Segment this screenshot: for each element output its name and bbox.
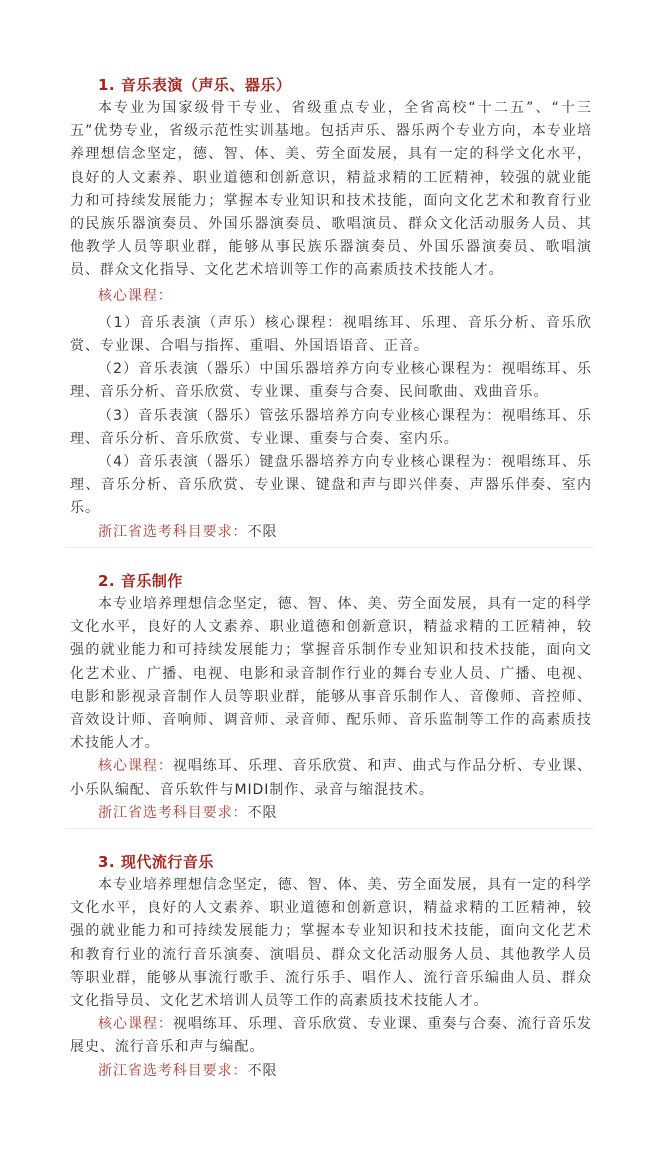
section-title: 1. 音乐表演（声乐、器乐） <box>98 76 292 94</box>
core-course-item: （1）音乐表演（声乐）核心课程：视唱练耳、乐理、音乐分析、音乐欣赏、专业课、合唱与指挥、重唱、外国语语音、正音。 <box>70 314 592 355</box>
section-intro: 本专业培养理想信念坚定，德、智、体、美、劳全面发展，具有一定的科学文化水平，良好的人文素养、职业道德和创新意识，精益求精的工匠精神，较强的就业能力和可持续发展能力；掌握本专业知识和技术技能，面向文化艺术和教育行业的流行音乐演奏、演唱员、群众文化活动服务人员、其他教学人员等职业群，能够从事流行歌手、流行乐手、唱作人、流行音乐编曲人员、群众文化指导员、文化艺术培训人员等工作的高素质技术技能人才。 <box>70 877 592 1010</box>
requirement-value: 不限 <box>247 1062 278 1079</box>
section-title: 2. 音乐制作 <box>98 572 183 590</box>
divider <box>65 547 595 548</box>
requirement-label: 浙江省选考科目要求： <box>98 523 248 540</box>
requirement-value: 不限 <box>247 804 278 821</box>
core-course-item: （2）音乐表演（器乐）中国乐器培养方向专业核心课程为：视唱练耳、乐理、音乐分析、音乐欣赏、专业课、重奏与合奏、民间歌曲、戏曲音乐。 <box>70 361 592 401</box>
section-music-production <box>70 570 592 825</box>
core-courses-label: 核心课程： <box>98 287 173 304</box>
divider <box>65 828 595 829</box>
section-title: 3. 现代流行音乐 <box>98 853 214 871</box>
subject-requirement <box>70 521 592 544</box>
core-courses-text: 视唱练耳、乐理、音乐欣赏、和声、曲式与作品分析、专业课、小乐队编配、音乐软件与MIDI制作、录音与缩混技术。 <box>70 758 592 798</box>
section-music-performance <box>70 74 592 544</box>
section-pop-music <box>70 851 592 1083</box>
requirement-label: 浙江省选考科目要求： <box>98 1062 248 1079</box>
section-intro: 本专业培养理想信念坚定，德、智、体、美、劳全面发展，具有一定的科学文化水平，良好的人文素养、职业道德和创新意识，精益求精的工匠精神，较强的就业能力和可持续发展能力；掌握音乐制作专业知识和技术技能，面向文化艺术业、广播、电视、电影和录音制作行业的舞台专业人员、广播、电视、电影和影视录音制作人员等职业群，能够从事音乐制作人、音像师、音控师、音效设计师、音响师、调音师、录音师、配乐师、音乐监制等工作的高素质技术技能人才。 <box>70 596 592 752</box>
core-courses-label: 核心课程： <box>98 758 173 775</box>
core-courses-label: 核心课程： <box>98 1016 173 1033</box>
subject-requirement <box>70 802 592 825</box>
core-courses <box>70 755 592 801</box>
core-courses-text: 视唱练耳、乐理、音乐欣赏、专业课、重奏与合奏、流行音乐发展史、流行音乐和声与编配。 <box>70 1016 592 1056</box>
subject-requirement <box>70 1060 592 1083</box>
core-course-item: （4）音乐表演（器乐）键盘乐器培养方向专业核心课程为：视唱练耳、乐理、音乐分析、音乐欣赏、专业课、键盘和声与即兴伴奏、声器乐伴奏、室内乐。 <box>70 454 592 517</box>
section-intro: 本专业为国家级骨干专业、省级重点专业，全省高校“十二五”、“十三五”优势专业，省级示范性实训基地。包括声乐、器乐两个专业方向，本专业培养理想信念坚定，德、智、体、美、劳全面发展，具有一定的科学文化水平，良好的人文素养、职业道德和创新意识，精益求精的工匠精神，较强的就业能力和可持续发展能力；掌握本专业知识和技术技能，面向文化艺术和教育行业的民族乐器演奏员、外国乐器演奏员、歌唱演员、群众文化活动服务人员、其他教学人员等职业群，能够从事民族乐器演奏员、外国乐器演奏员、歌唱演员、群众文化指导、文化艺术培训等工作的高素质技术技能人才。 <box>70 100 592 279</box>
core-course-item: （3）音乐表演（器乐）管弦乐器培养方向专业核心课程为：视唱练耳、乐理、音乐分析、音乐欣赏、专业课、重奏与合奏、室内乐。 <box>70 407 592 447</box>
core-courses <box>70 1013 592 1059</box>
requirement-label: 浙江省选考科目要求： <box>98 804 248 821</box>
requirement-value: 不限 <box>247 523 278 540</box>
